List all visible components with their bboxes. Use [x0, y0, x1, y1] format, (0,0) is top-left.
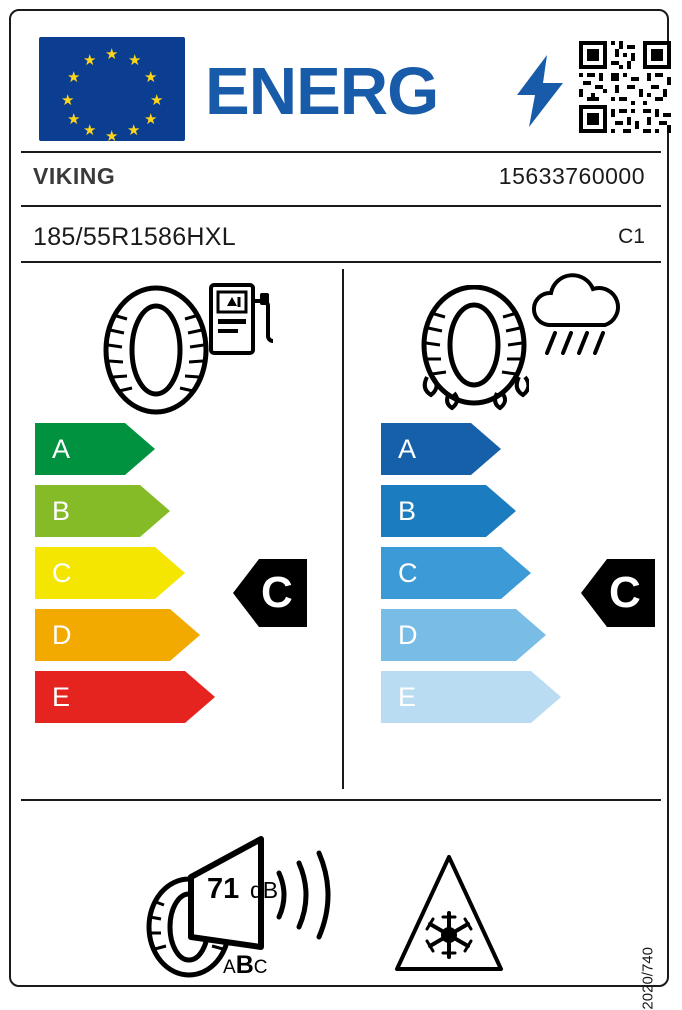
grade-letter-d: D — [381, 609, 516, 661]
product-code: 15633760000 — [498, 163, 645, 189]
fuel-rating-badge — [233, 559, 307, 627]
wet-grip-rating-badge — [581, 559, 655, 627]
tyre-size: 185/55R1586HXL — [33, 223, 236, 251]
energy-wordmark: ENERG — [205, 54, 439, 129]
grade-row-a — [381, 423, 591, 475]
grade-letter-b: B — [35, 485, 140, 537]
fuel-grade-scale — [35, 423, 235, 733]
grade-arrow-a — [125, 423, 155, 475]
noise-class-b: B — [235, 951, 254, 979]
grade-arrow-e — [531, 671, 561, 723]
grade-arrow-c — [155, 547, 185, 599]
fuel-pump-icon — [205, 279, 277, 359]
fuel-efficiency-panel — [21, 269, 341, 789]
grade-letter-e: E — [35, 671, 185, 723]
noise-value: 71 — [207, 873, 240, 905]
label-date: 2020/740 — [640, 947, 657, 1010]
noise-class-c: C — [253, 957, 268, 978]
grade-letter-a: A — [35, 423, 125, 475]
grade-arrow-e — [185, 671, 215, 723]
grade-arrow-b — [486, 485, 516, 537]
grade-arrow-a — [471, 423, 501, 475]
noise-class-a: A — [223, 957, 236, 978]
rating-arrow — [233, 559, 259, 627]
brand-name: VIKING — [33, 163, 116, 189]
wet-grip-rating-letter: C — [607, 559, 655, 627]
grade-letter-a: A — [381, 423, 471, 475]
grade-row-c — [381, 547, 591, 599]
grade-letter-e: E — [381, 671, 531, 723]
tyre-with-splash-icon — [419, 285, 529, 415]
rating-arrow — [581, 559, 607, 627]
grade-letter-b: B — [381, 485, 486, 537]
tyre-class: C1 — [618, 225, 645, 248]
divider-size — [21, 261, 661, 263]
fuel-rating-letter: C — [259, 559, 307, 627]
grade-arrow-c — [501, 547, 531, 599]
grade-row-c — [35, 547, 235, 599]
noise-unit: dB — [250, 877, 279, 903]
grade-row-b — [35, 485, 235, 537]
grade-row-b — [381, 485, 591, 537]
divider-bottom — [21, 799, 661, 801]
grade-row-d — [381, 609, 591, 661]
noise-class-scale — [223, 951, 267, 980]
panel-divider — [342, 269, 344, 789]
grade-letter-d: D — [35, 609, 170, 661]
grade-letter-c: C — [381, 547, 501, 599]
grade-arrow-d — [516, 609, 546, 661]
european-union-flag: ★ ★ ★ ★ ★ ★ ★ ★ ★ ★ ★ ★ — [39, 37, 185, 141]
tyre-icon — [101, 285, 211, 415]
label-header — [25, 25, 655, 145]
grade-arrow-d — [170, 609, 200, 661]
qr-code — [579, 41, 671, 133]
energy-label-card — [9, 9, 669, 1010]
grade-row-a — [35, 423, 235, 475]
grade-letter-c: C — [35, 547, 155, 599]
grade-arrow-b — [140, 485, 170, 537]
grade-row-e — [35, 671, 235, 723]
rain-cloud-icon — [527, 273, 627, 369]
divider-top — [21, 151, 661, 153]
grade-row-d — [35, 609, 235, 661]
divider-brand — [21, 205, 661, 207]
grade-row-e — [381, 671, 591, 723]
lightning-bolt-icon — [517, 55, 565, 127]
wet-grip-grade-scale — [381, 423, 591, 733]
three-peak-mountain-snowflake-icon — [389, 851, 509, 976]
wet-grip-panel — [345, 269, 665, 789]
